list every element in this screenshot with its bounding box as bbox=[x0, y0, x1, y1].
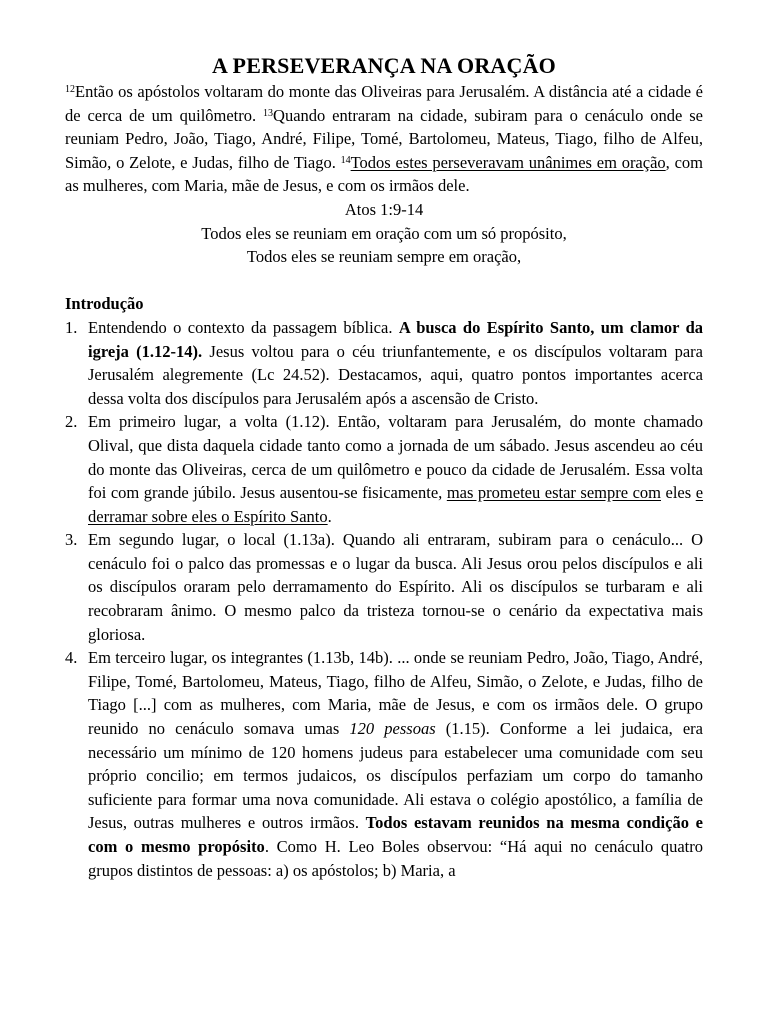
theme-line: Todos eles se reuniam em oração com um só propósito, bbox=[201, 223, 567, 243]
scripture-reference: Atos 1:9-14 bbox=[344, 199, 424, 219]
page-title: A PERSEVERANÇA NA ORAÇÃO bbox=[211, 53, 556, 78]
list-number: 4. bbox=[65, 648, 78, 668]
list-number: 2. bbox=[65, 412, 78, 432]
list-item bbox=[65, 410, 703, 528]
passage-text: , com as mulheres, com Maria, mãe de Jesus, e com os irmãos dele. bbox=[65, 152, 703, 196]
theme-line: Todos eles se reuniam sempre em oração, bbox=[246, 247, 522, 267]
passage-text: Quando entraram na cidade, subiram para o cenáculo onde se reuniam Pedro, João, Tiago, André, Filipe, Tomé, Bartolomeu, Mateus, Tiago, filho de Alfeu, Simão, o Zelote, e Judas, filho de Tiago. bbox=[65, 105, 703, 172]
item-text: (1.15). Conforme a lei judaica, era necessário um mínimo de 120 homens judeus para estabelecer uma comunidade com seu próprio concilio; em termos judaicos, os discípulos perfaziam um corpo do tamanho suficiente para formar uma nova comunidade. Ali estava o colégio apostólico, a família de Jesus, outras mulheres e outros irmãos. bbox=[88, 719, 703, 833]
section-heading: Introdução bbox=[65, 294, 144, 314]
item-text: eles bbox=[661, 483, 696, 503]
document-body bbox=[65, 52, 703, 882]
list-number: 1. bbox=[65, 317, 78, 337]
list-item bbox=[65, 528, 703, 646]
item-text: Em primeiro lugar, a volta (1.12). Então, voltaram para Jerusalém, do monte chamado Olival, que dista daquela cidade tanto como a jornada de um sábado. Jesus ascendeu ao céu do monte das Oliveiras, cerca de um quilômetro e pouco da cidade de Jerusalém. Essa volta foi com grande júbilo. Jesus ausentou-se fisicamente, bbox=[88, 412, 703, 503]
passage-text: Então os apóstolos voltaram do monte das Oliveiras para Jerusalém. A distância até a cidade é de cerca de um quilômetro. bbox=[65, 82, 703, 125]
item-text: Em segundo lugar, o local (1.13a). Quando ali entraram, subiram para o cenáculo... O cenáculo foi o palco das promessas e o lugar da busca. Ali Jesus orou pelos discípulos e ali os discípulos oraram pelo derramamento do Espírito. Ali os discípulos se turbaram e ali recobraram ânimo. O mesmo palco da tristeza tornou-se o cenário da expectativa mais gloriosa. bbox=[88, 530, 703, 644]
item-text: Jesus voltou para o céu triunfantemente, e os discípulos voltaram para Jerusalém alegremente (Lc 24.52). Destacamos, aqui, quatro pontos importantes acerca dessa volta dos discípulos para Jerusalém após a ascensão de Cristo. bbox=[88, 341, 703, 408]
intro-list bbox=[65, 316, 703, 882]
item-bold-text: Todos estavam reunidos na mesma condição e com o mesmo propósito bbox=[88, 813, 703, 856]
spacer bbox=[65, 269, 703, 293]
item-text: . bbox=[327, 506, 332, 526]
verse-number: 13 bbox=[263, 107, 274, 119]
item-bold-text: A busca do Espírito Santo, um clamor da igreja (1.12-14). bbox=[88, 317, 704, 361]
verse-number: 12 bbox=[65, 84, 75, 95]
item-text: Entendendo o contexto da passagem bíblica. bbox=[88, 317, 399, 337]
passage-underlined-text: Todos estes perseveravam unânimes em oração bbox=[350, 152, 666, 172]
item-text: Em terceiro lugar, os integrantes (1.13b, 14b). ... onde se reuniam Pedro, João, Tiago, André, Filipe, Tomé, Bartolomeu, Mateus, Tiago, filho de Alfeu, Simão, o Zelote, e Judas, filho de Tiago [...] com as mulheres, com Maria, mãe de Jesus, e com os irmãos dele. O grupo reunido no cenáculo somava umas bbox=[88, 648, 703, 739]
item-underlined-text: mas prometeu estar sempre com bbox=[446, 483, 661, 503]
list-item bbox=[65, 316, 703, 410]
verse-number: 14 bbox=[340, 154, 351, 166]
item-italic-text: 120 pessoas bbox=[349, 719, 436, 739]
item-text: . Como H. Leo Boles observou: “Há aqui no cenáculo quatro grupos distintos de pessoas: a) os apóstolos; b) Maria, a bbox=[88, 837, 703, 880]
list-item bbox=[65, 646, 703, 882]
list-number: 3. bbox=[65, 530, 78, 550]
scripture-passage bbox=[65, 80, 703, 198]
item-underlined-text: e derramar sobre eles o Espírito Santo bbox=[88, 483, 704, 526]
